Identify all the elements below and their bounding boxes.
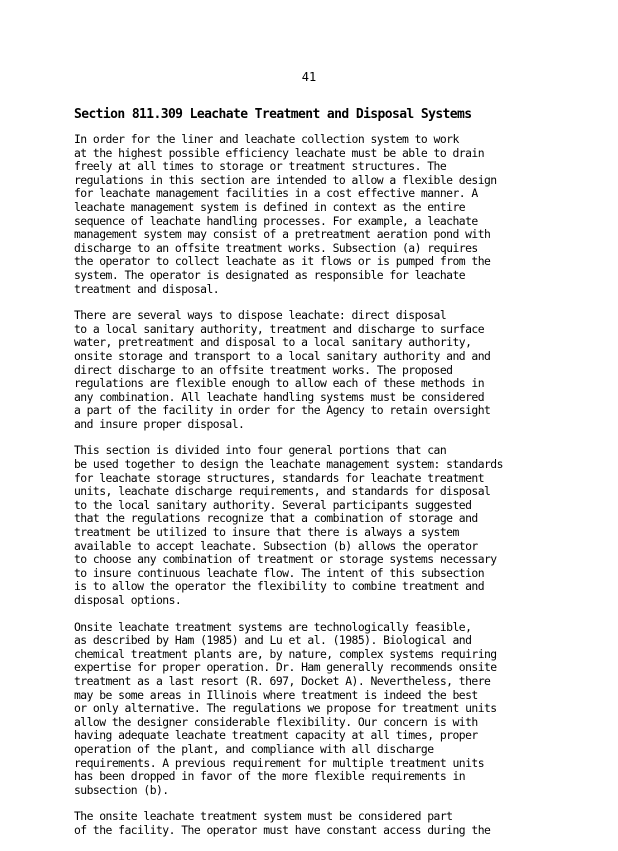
text-line: the operator to collect leachate as it flows or is pumped from the [74,254,491,269]
text-line: discharge to an offsite treatment works. Subsection (a) requires [74,240,478,255]
text-line: may be some areas in Illinois where treatment is indeed the best [74,687,478,702]
page-number: 41 [301,70,317,84]
text-line: or only alternative. The regulations we propose for treatment units [74,701,497,716]
text-line: This section is divided into four general portions that can [74,443,447,458]
text-line: treatment be utilized to insure that there is always a system [74,525,459,540]
paragraph [74,444,554,607]
text-line: system. The operator is designated as responsible for leachate [74,267,466,282]
body-text [74,133,554,851]
text-line: onsite storage and transport to a local sanitary authority and and [74,348,491,363]
text-line: for leachate management facilities in a cost effective manner. A [74,186,478,201]
paragraph [74,309,554,431]
paragraph [74,810,554,837]
text-line: be used together to design the leachate management system: standards [74,457,503,472]
text-line: water, pretreatment and disposal to a local sanitary authority, [74,335,472,350]
text-line: to choose any combination of treatment or storage systems necessary [74,552,497,567]
text-line: The onsite leachate treatment system must be considered part [74,809,453,824]
text-line: and insure proper disposal. [74,416,245,431]
text-line: leachate management system is defined in context as the entire [74,199,466,214]
section-heading: Section 811.309 Leachate Treatment and Disposal Systems [74,107,472,122]
text-line: having adequate leachate treatment capacity at all times, proper [74,728,478,743]
text-line: units, leachate discharge requirements, and standards for disposal [74,484,491,499]
text-line: treatment as a last resort (R. 697, Docket A). Nevertheless, there [74,673,491,688]
text-line: In order for the liner and leachate collection system to work [74,132,459,146]
text-line: subsection (b). [74,782,169,797]
text-line: at the highest possible efficiency leachate must be able to drain [74,145,485,160]
text-line: Onsite leachate treatment systems are technologically feasible, [74,619,472,634]
text-line: has been dropped in favor of the more flexible requirements in [74,769,466,784]
text-line: expertise for proper operation. Dr. Ham generally recommends onsite [74,660,497,675]
text-line: operation of the plant, and compliance with all discharge [74,741,434,756]
text-line: that the regulations recognize that a combination of storage and [74,511,478,526]
text-line: chemical treatment plants are, by nature, complex systems requiring [74,646,497,661]
text-line: regulations in this section are intended to allow a flexible design [74,172,497,187]
paragraph [74,133,554,296]
text-line: to a local sanitary authority, treatment and discharge to surface [74,321,485,336]
text-line: available to accept leachate. Subsection (b) allows the operator [74,538,478,553]
text-line: requirements. A previous requirement for multiple treatment units [74,755,485,770]
text-line: freely at all times to storage or treatment structures. The [74,159,447,174]
text-line: is to allow the operator the flexibility to combine treatment and [74,579,485,594]
text-line: allow the designer considerable flexibility. Our concern is with [74,714,478,729]
text-line: of the facility. The operator must have constant access during the [74,822,491,837]
paragraph [74,621,554,798]
text-line: a part of the facility in order for the Agency to retain oversight [74,403,491,418]
text-line: any combination. All leachate handling systems must be considered [74,389,485,404]
text-line: to the local sanitary authority. Several participants suggested [74,497,472,512]
text-line: as described by Ham (1985) and Lu et al. (1985). Biological and [74,633,472,648]
text-line: to insure continuous leachate flow. The intent of this subsection [74,565,485,580]
text-line: direct discharge to an offsite treatment works. The proposed [74,362,453,377]
text-line: treatment and disposal. [74,281,220,296]
text-line: regulations are flexible enough to allow each of these methods in [74,376,485,391]
text-line: for leachate storage structures, standards for leachate treatment [74,470,485,485]
text-line: disposal options. [74,593,182,607]
text-line: There are several ways to dispose leachate: direct disposal [74,308,447,323]
text-line: management system may consist of a pretreatment aeration pond with [74,227,491,242]
text-line: sequence of leachate handling processes. For example, a leachate [74,213,478,228]
